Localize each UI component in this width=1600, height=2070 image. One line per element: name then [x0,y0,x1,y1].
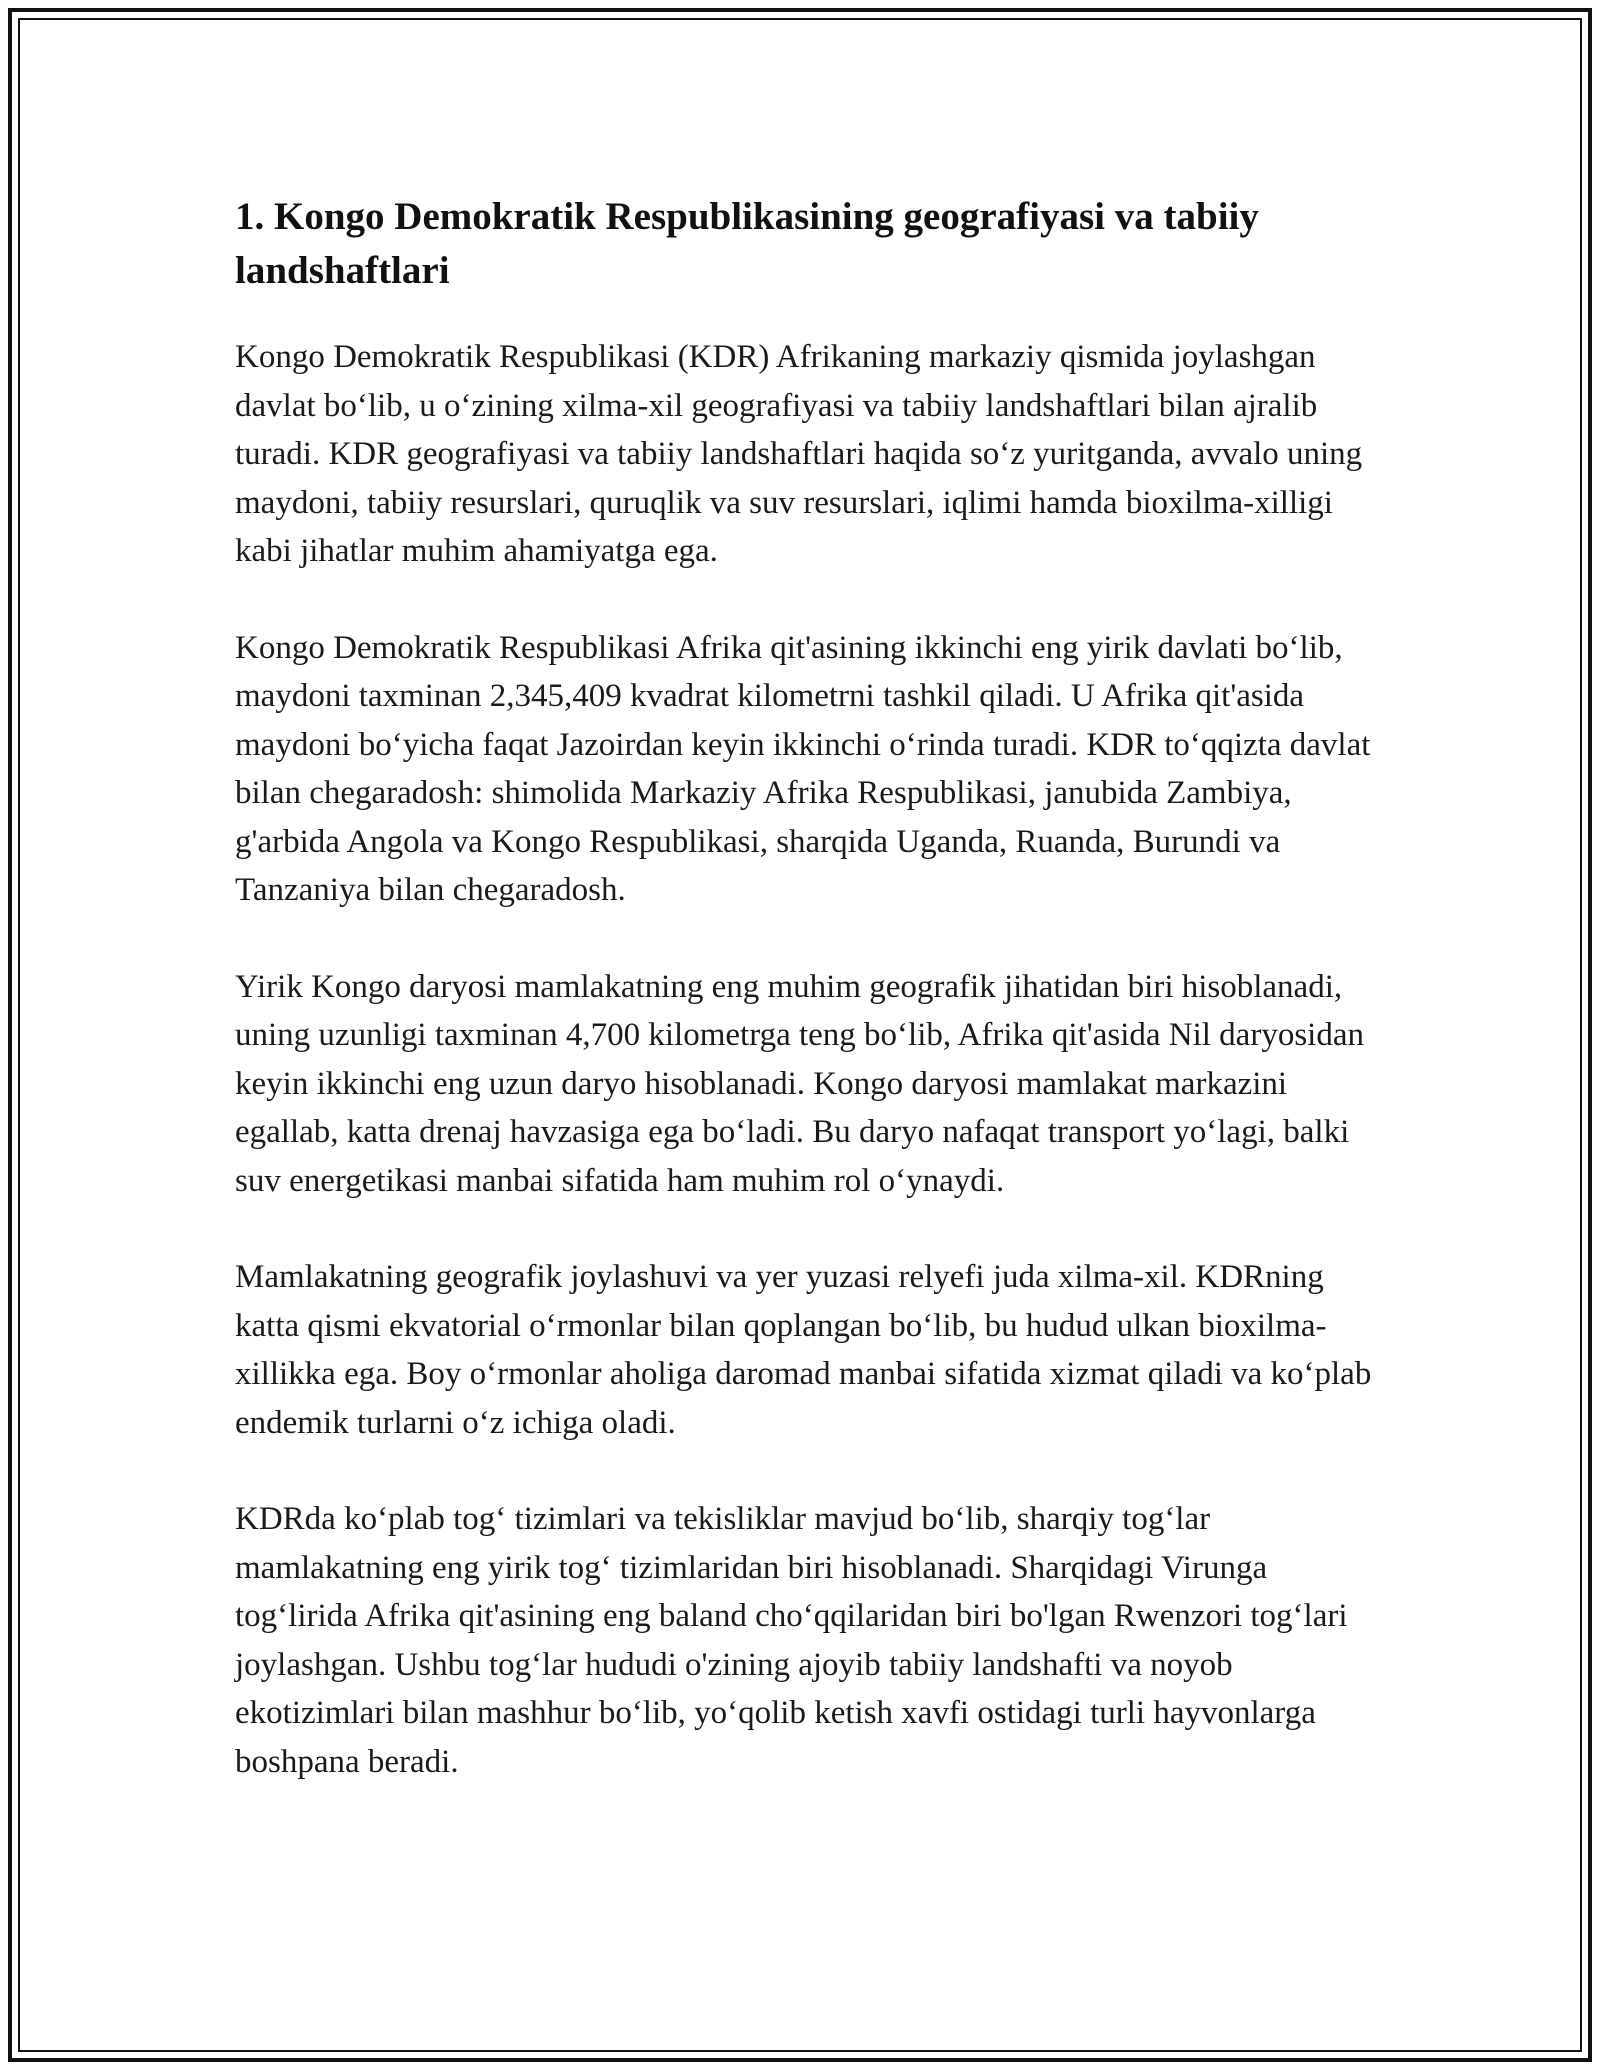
document-page [235,190,1375,1834]
section-heading: 1. Kongo Demokratik Respublikasining geografiyasi va tabiiy landshaftlari [235,195,1259,292]
paragraph-intro: Kongo Demokratik Respublikasi (KDR) Afrikaning markaziy qismida joylashgan davlat boʻlib, u oʻzining xilma-xil geografiyasi va tabiiy landshaftlari bilan ajralib turadi. KDR geografiyasi va tabiiy landshaftlari haqida soʻz yuritganda, avvalo uning maydoni, tabiiy resurslari, quruqlik va suv resurslari, iqlimi hamda bioxilma-xilligi kabi jihatlar muhim ahamiyatga ega. [235,339,1363,569]
paragraph-mountains: KDRda koʻplab togʻ tizimlari va tekisliklar mavjud boʻlib, sharqiy togʻlar mamlakatning eng yirik togʻ tizimlaridan biri hisoblanadi. Sharqidagi Virunga togʻlirida Afrika qit'asining eng baland choʻqqilaridan biri bo'lgan Rwenzori togʻlari joylashgan. Ushbu togʻlar hududi o'zining ajoyib tabiiy landshafti va noyob ekotizimlari bilan mashhur boʻlib, yoʻqolib ketish xavfi ostidagi turli hayvonlarga boshpana beradi. [235,1501,1348,1780]
paragraph-congo-river: Yirik Kongo daryosi mamlakatning eng muhim geografik jihatidan biri hisoblanadi, uning uzunligi taxminan 4,700 kilometrga teng boʻlib, Afrika qit'asida Nil daryosidan keyin ikkinchi eng uzun daryo hisoblanadi. Kongo daryosi mamlakat markazini egallab, katta drenaj havzasiga ega boʻladi. Bu daryo nafaqat transport yoʻlagi, balki suv energetikasi manbai sifatida ham muhim rol oʻynaydi. [235,968,1364,1199]
paragraph-area-borders: Kongo Demokratik Respublikasi Afrika qit'asining ikkinchi eng yirik davlati boʻlib, maydoni taxminan 2,345,409 kvadrat kilometrni tashkil qiladi. U Afrika qit'asida maydoni boʻyicha faqat Jazoirdan keyin ikkinchi oʻrinda turadi. KDR toʻqqizta davlat bilan chegaradosh: shimolida Markaziy Afrika Respublikasi, janubida Zambiya, g'arbida Angola va Kongo Respublikasi, sharqida Uganda, Ruanda, Burundi va Tanzaniya bilan chegaradosh. [235,629,1371,908]
paragraph-relief-forests: Mamlakatning geografik joylashuvi va yer yuzasi relyefi juda xilma-xil. KDRning katta qismi ekvatorial oʻrmonlar bilan qoplangan boʻlib, bu hudud ulkan bioxilma-xillikka ega. Boy oʻrmonlar aholiga daromad manbai sifatida xizmat qiladi va koʻplab endemik turlarni oʻz ichiga oladi. [235,1259,1372,1441]
